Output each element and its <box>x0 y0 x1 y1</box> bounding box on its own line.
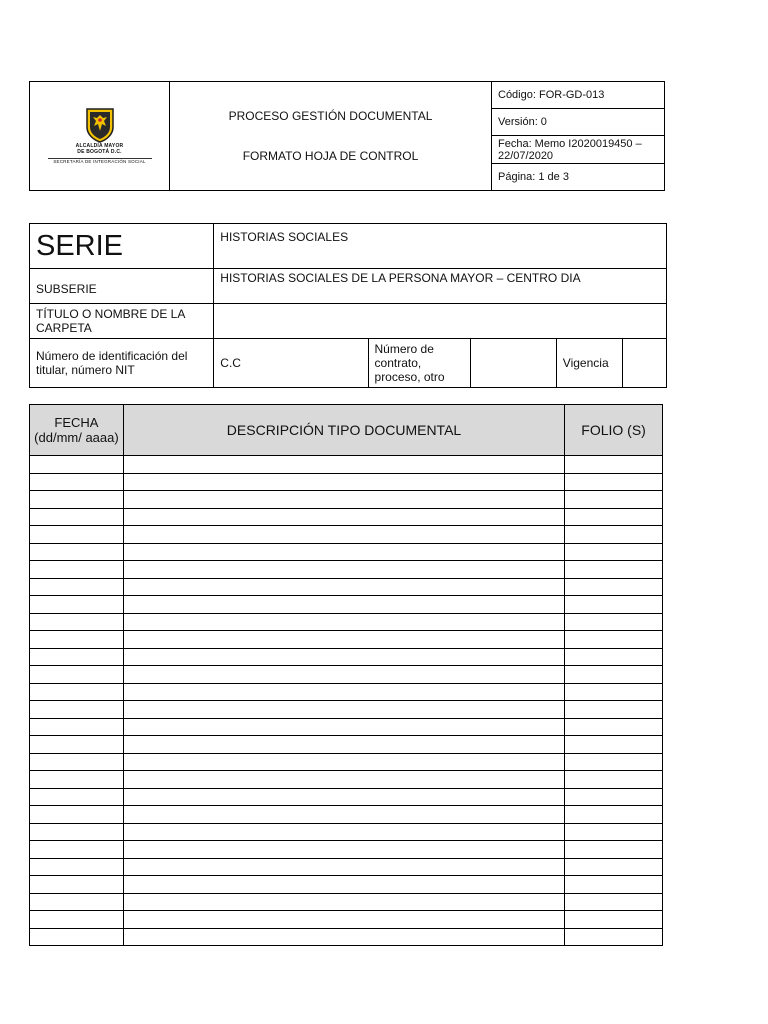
folio-cell[interactable] <box>565 561 663 579</box>
fecha-cell[interactable] <box>30 701 124 719</box>
descripcion-cell[interactable] <box>123 701 564 719</box>
control-table <box>29 404 663 946</box>
logo-line1: ALCALDÍA MAYOR <box>75 143 124 149</box>
descripcion-cell[interactable] <box>123 666 564 684</box>
table-row <box>30 631 663 649</box>
fecha-cell[interactable] <box>30 473 124 491</box>
descripcion-cell[interactable] <box>123 893 564 911</box>
descripcion-cell[interactable] <box>123 788 564 806</box>
folio-cell[interactable] <box>565 928 663 946</box>
table-row <box>30 876 663 894</box>
logo <box>30 107 169 165</box>
descripcion-cell[interactable] <box>123 876 564 894</box>
table-row <box>30 683 663 701</box>
pagina-cell: Página: 1 de 3 <box>492 164 665 191</box>
fecha-cell[interactable] <box>30 508 124 526</box>
folio-cell[interactable] <box>565 648 663 666</box>
version-cell: Versión: 0 <box>492 109 665 136</box>
fecha-cell[interactable] <box>30 928 124 946</box>
fecha-cell[interactable] <box>30 771 124 789</box>
descripcion-cell[interactable] <box>123 561 564 579</box>
titulo-label: TÍTULO O NOMBRE DE LA CARPETA <box>30 304 214 339</box>
control-table-body <box>30 456 663 946</box>
serie-label: SERIE <box>30 224 214 269</box>
table-row <box>30 806 663 824</box>
table-row <box>30 561 663 579</box>
contrato-value[interactable] <box>470 339 556 388</box>
table-row <box>30 823 663 841</box>
fecha-cell[interactable] <box>30 648 124 666</box>
descripcion-cell[interactable] <box>123 631 564 649</box>
descripcion-cell[interactable] <box>123 753 564 771</box>
fecha-cell[interactable] <box>30 753 124 771</box>
fecha-cell[interactable] <box>30 718 124 736</box>
table-row <box>30 666 663 684</box>
folio-cell[interactable] <box>565 788 663 806</box>
table-row <box>30 893 663 911</box>
fecha-cell[interactable] <box>30 876 124 894</box>
fecha-cell[interactable] <box>30 456 124 474</box>
col-header-fecha: FECHA (dd/mm/ aaaa) <box>30 405 124 456</box>
table-row <box>30 788 663 806</box>
table-row <box>30 701 663 719</box>
folio-cell[interactable] <box>565 823 663 841</box>
folio-cell[interactable] <box>565 701 663 719</box>
fecha-cell[interactable] <box>30 543 124 561</box>
fecha-cell[interactable] <box>30 893 124 911</box>
folio-cell[interactable] <box>565 771 663 789</box>
table-row <box>30 508 663 526</box>
folio-cell[interactable] <box>565 631 663 649</box>
subserie-label: SUBSERIE <box>30 269 214 304</box>
table-row <box>30 473 663 491</box>
descripcion-cell[interactable] <box>123 823 564 841</box>
folio-cell[interactable] <box>565 456 663 474</box>
fecha-cell[interactable] <box>30 823 124 841</box>
col-header-descripcion: DESCRIPCIÓN TIPO DOCUMENTAL <box>123 405 564 456</box>
table-row <box>30 858 663 876</box>
folio-cell[interactable] <box>565 578 663 596</box>
descripcion-cell[interactable] <box>123 473 564 491</box>
contrato-label: Número de contrato, proceso, otro <box>368 339 470 388</box>
descripcion-cell[interactable] <box>123 858 564 876</box>
folio-cell[interactable] <box>565 508 663 526</box>
document-header <box>29 81 665 191</box>
folio-cell[interactable] <box>565 841 663 859</box>
descripcion-cell[interactable] <box>123 456 564 474</box>
descripcion-cell[interactable] <box>123 841 564 859</box>
descripcion-cell[interactable] <box>123 578 564 596</box>
table-row <box>30 753 663 771</box>
fecha-cell[interactable] <box>30 858 124 876</box>
fecha-cell[interactable] <box>30 683 124 701</box>
logo-line3: SECRETARÍA DE INTEGRACIÓN SOCIAL <box>53 159 146 164</box>
descripcion-cell[interactable] <box>123 491 564 509</box>
descripcion-cell[interactable] <box>123 718 564 736</box>
descripcion-cell[interactable] <box>123 928 564 946</box>
table-row <box>30 596 663 614</box>
table-row <box>30 578 663 596</box>
table-row <box>30 718 663 736</box>
descripcion-cell[interactable] <box>123 613 564 631</box>
vigencia-value[interactable] <box>622 339 666 388</box>
fecha-cell[interactable] <box>30 526 124 544</box>
fecha-cell[interactable] <box>30 578 124 596</box>
table-row <box>30 456 663 474</box>
fecha-cell[interactable] <box>30 788 124 806</box>
folio-cell[interactable] <box>565 613 663 631</box>
folio-cell[interactable] <box>565 718 663 736</box>
folio-cell[interactable] <box>565 893 663 911</box>
fecha-cell[interactable] <box>30 911 124 929</box>
codigo-cell: Código: FOR-GD-013 <box>492 82 665 109</box>
table-row <box>30 543 663 561</box>
id-label: Número de identificación del titular, número NIT <box>30 339 214 388</box>
titulo-value[interactable] <box>214 304 667 339</box>
bogota-shield-icon <box>85 107 115 143</box>
fecha-cell: Fecha: Memo I2020019450 – 22/07/2020 <box>492 136 665 164</box>
table-row <box>30 613 663 631</box>
folio-cell[interactable] <box>565 683 663 701</box>
serie-value[interactable]: HISTORIAS SOCIALES <box>214 224 667 269</box>
id-value[interactable]: C.C <box>214 339 368 388</box>
folio-cell[interactable] <box>565 806 663 824</box>
vigencia-label: Vigencia <box>556 339 622 388</box>
descripcion-cell[interactable] <box>123 736 564 754</box>
fecha-cell[interactable] <box>30 631 124 649</box>
descripcion-cell[interactable] <box>123 648 564 666</box>
fecha-cell[interactable] <box>30 613 124 631</box>
fecha-cell[interactable] <box>30 841 124 859</box>
folio-cell[interactable] <box>565 543 663 561</box>
folio-cell[interactable] <box>565 876 663 894</box>
descripcion-cell[interactable] <box>123 508 564 526</box>
folio-cell[interactable] <box>565 911 663 929</box>
table-row <box>30 526 663 544</box>
folio-cell[interactable] <box>565 666 663 684</box>
fecha-cell[interactable] <box>30 736 124 754</box>
table-row <box>30 911 663 929</box>
fecha-cell[interactable] <box>30 491 124 509</box>
descripcion-cell[interactable] <box>123 543 564 561</box>
process-title: PROCESO GESTIÓN DOCUMENTAL <box>228 109 433 123</box>
fecha-cell[interactable] <box>30 561 124 579</box>
folio-cell[interactable] <box>565 491 663 509</box>
folder-info-table <box>29 223 667 388</box>
col-header-folio: FOLIO (S) <box>565 405 663 456</box>
folio-cell[interactable] <box>565 473 663 491</box>
table-row <box>30 648 663 666</box>
fecha-cell[interactable] <box>30 666 124 684</box>
descripcion-cell[interactable] <box>123 771 564 789</box>
descripcion-cell[interactable] <box>123 806 564 824</box>
table-row <box>30 771 663 789</box>
descripcion-cell[interactable] <box>123 596 564 614</box>
logo-cell <box>30 82 170 191</box>
header-title-cell <box>170 82 492 191</box>
descripcion-cell[interactable] <box>123 526 564 544</box>
logo-line2: DE BOGOTÁ D.C. <box>77 149 122 155</box>
subserie-value[interactable]: HISTORIAS SOCIALES DE LA PERSONA MAYOR – CENTRO DIA <box>214 269 667 304</box>
fecha-cell[interactable] <box>30 596 124 614</box>
descripcion-cell[interactable] <box>123 683 564 701</box>
table-row <box>30 928 663 946</box>
folio-cell[interactable] <box>565 736 663 754</box>
descripcion-cell[interactable] <box>123 911 564 929</box>
table-row <box>30 841 663 859</box>
folio-cell[interactable] <box>565 753 663 771</box>
format-title: FORMATO HOJA DE CONTROL <box>242 149 419 163</box>
table-row <box>30 736 663 754</box>
folio-cell[interactable] <box>565 526 663 544</box>
fecha-cell[interactable] <box>30 806 124 824</box>
folio-cell[interactable] <box>565 858 663 876</box>
folio-cell[interactable] <box>565 596 663 614</box>
table-row <box>30 491 663 509</box>
